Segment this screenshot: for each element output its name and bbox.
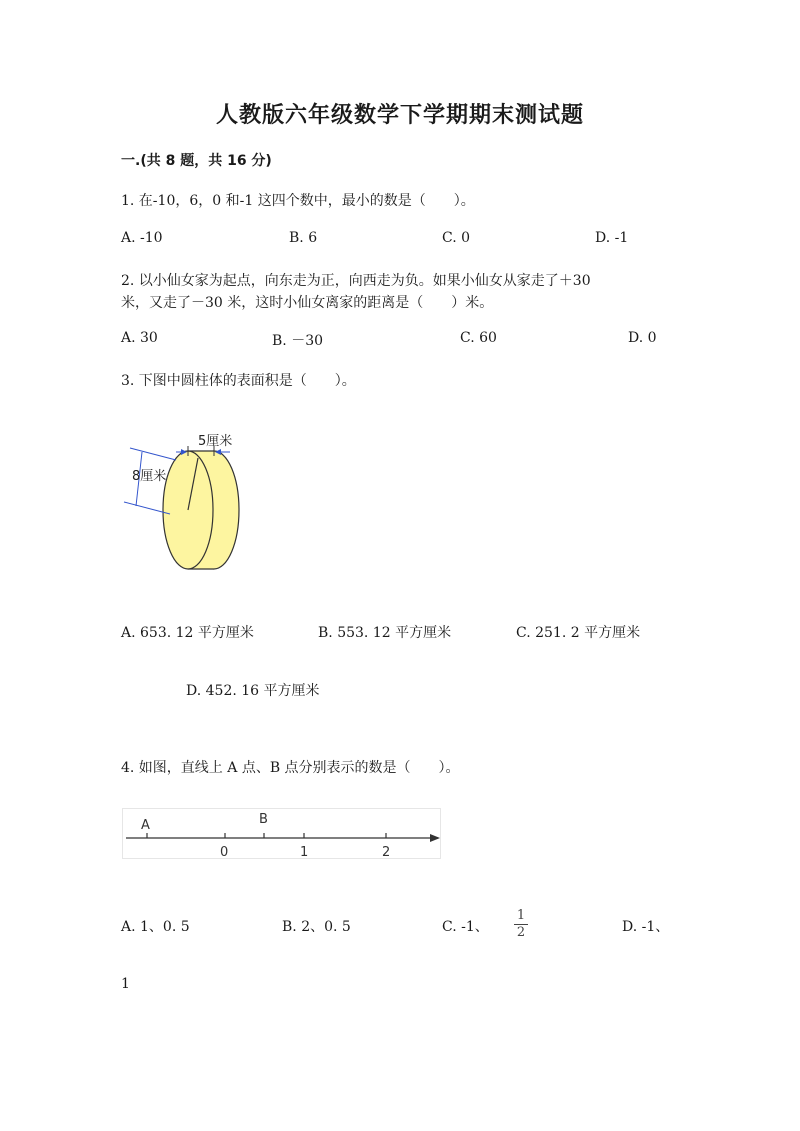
radius-dim-top <box>130 448 176 460</box>
question-4-option-a: A. 1、0. 5 <box>121 919 190 935</box>
question-4-option-b: B. 2、0. 5 <box>282 919 351 935</box>
cylinder-figure <box>118 420 258 580</box>
question-4-option-c: C. -1、 <box>442 919 489 935</box>
fraction-numerator: 1 <box>516 908 526 923</box>
question-2-stem-line1: 2. 以小仙女家为起点，向东走为正，向西走为负。如果小仙女从家走了＋30 <box>121 273 591 289</box>
question-1-stem: 1. 在-10，6，0 和-1 这四个数中，最小的数是（ ）。 <box>121 193 475 209</box>
question-2-option-d: D. 0 <box>628 330 657 346</box>
question-1-option-a: A. -10 <box>121 230 163 246</box>
question-1-option-d: D. -1 <box>595 230 629 246</box>
number-line-arrow <box>430 834 440 842</box>
fraction-denominator: 2 <box>516 925 526 940</box>
question-1-option-c: C. 0 <box>442 230 471 246</box>
question-2-option-b: B. －30 <box>272 333 324 349</box>
tick-label-1: 1 <box>300 845 309 860</box>
page-title: 人教版六年级数学下学期期末测试题 <box>215 103 584 128</box>
question-3-option-d: D. 452. 16 平方厘米 <box>186 683 320 699</box>
point-b-label: B <box>259 812 268 827</box>
tick-label-2: 2 <box>382 845 391 860</box>
radius-label: 8厘米 <box>132 469 167 484</box>
question-3-option-c: C. 251. 2 平方厘米 <box>516 625 641 641</box>
number-line-figure <box>122 808 442 860</box>
question-4-option-d-continuation: 1 <box>121 976 130 992</box>
question-3-option-b: B. 553. 12 平方厘米 <box>318 625 452 641</box>
question-3-stem: 3. 下图中圆柱体的表面积是（ ）。 <box>121 373 356 389</box>
question-2-option-a: A. 30 <box>121 330 158 346</box>
section-header: 一.(共 8 题，共 16 分) <box>121 153 272 169</box>
tick-label-0: 0 <box>220 845 229 860</box>
option-c-fraction <box>514 909 528 940</box>
question-3-option-a: A. 653. 12 平方厘米 <box>121 625 254 641</box>
question-2-option-c: C. 60 <box>460 330 497 346</box>
height-label: 5厘米 <box>198 434 233 449</box>
question-2-stem-line2: 米，又走了－30 米，这时小仙女离家的距离是（ ）米。 <box>121 295 494 311</box>
point-a-label: A <box>141 818 150 833</box>
question-4-option-d: D. -1、 <box>622 919 670 935</box>
question-4-stem: 4. 如图，直线上 A 点、B 点分别表示的数是（ ）。 <box>121 760 460 776</box>
question-1-option-b: B. 6 <box>289 230 318 246</box>
